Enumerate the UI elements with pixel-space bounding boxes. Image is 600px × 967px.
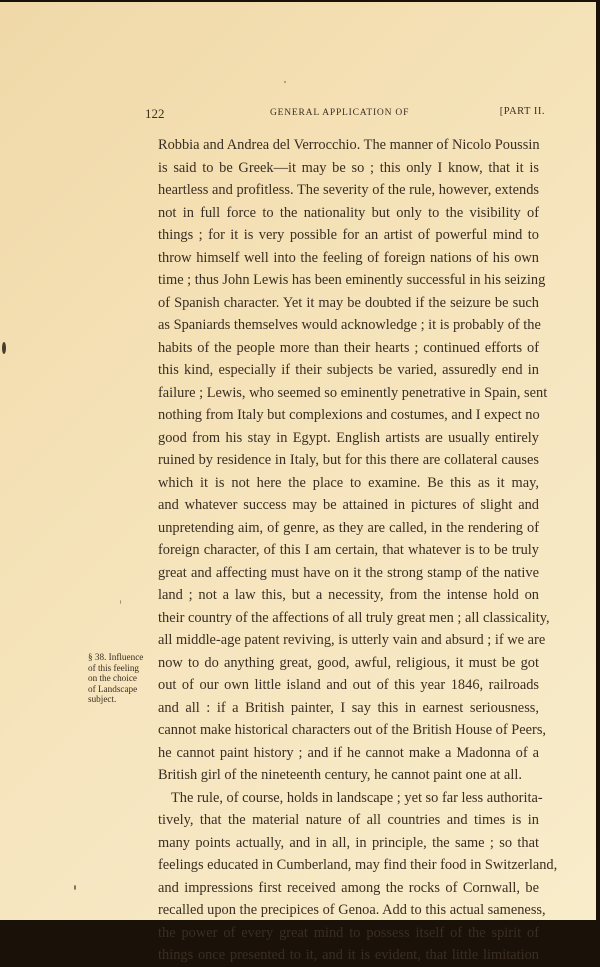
part-label: [PART II.	[499, 106, 545, 117]
text-line: unpretending aim, of genre, as they are called, in the rendering of	[158, 519, 539, 536]
text-line: heartless and profitless. The severity of the rule, however, extends	[158, 182, 539, 198]
paper-blemish	[2, 342, 6, 354]
text-line: many points actually, and in all, in principle, the same ; so that	[158, 834, 539, 851]
running-head	[145, 106, 545, 126]
text-line: recalled upon the precipices of Genoa. Add to this actual sameness,	[158, 902, 546, 918]
text-line: nothing from Italy but complexions and costumes, and I expect no	[158, 407, 540, 423]
text-line: is said to be Greek—it may be so ; this only I know, that it is	[158, 159, 539, 176]
text-line: throw himself well into the feeling of foreign nations of his own	[158, 249, 539, 266]
marginal-note-line: on the choice	[88, 673, 137, 683]
text-line: feelings educated in Cumberland, may find their food in Switzerland,	[158, 857, 558, 873]
book-page	[0, 2, 596, 963]
text-line: all middle-age patent reviving, is utterly vain and absurd ; if we are	[158, 632, 546, 648]
text-line: time ; thus John Lewis has been eminently successful in his seizing	[158, 272, 546, 288]
text-line: British girl of the nineteenth century, he cannot paint one at all.	[158, 767, 522, 783]
text-line: this kind, especially if their subjects be varied, assuredly end in	[158, 362, 539, 378]
paper-blemish	[284, 81, 286, 83]
text-line: their country of the affections of all truly great men ; all classicality,	[158, 609, 550, 626]
page-number: 122	[145, 106, 165, 121]
text-line: land ; not a law this, but a necessity, from the intense hold on	[158, 587, 539, 603]
text-line: he cannot paint history ; and if he cannot make a Madonna of a	[158, 744, 539, 761]
text-line: now to do anything great, good, awful, religious, it must be got	[158, 654, 539, 671]
marginal-note-line: subject.	[88, 694, 117, 704]
paper-blemish	[120, 600, 121, 604]
text-line: foreign character, of this I am certain, that whatever is to be truly	[158, 542, 539, 558]
text-line: and all : if a British painter, I say this in earnest seriousness,	[158, 699, 539, 716]
text-line: out of our own little island and out of this year 1846, railroads	[158, 677, 539, 693]
text-line: tively, that the material nature of all countries and times is in	[158, 812, 539, 828]
text-line: and whatever success may be attained in pictures of slight and	[158, 497, 539, 513]
text-line: the power of every great mind to possess itself of the spirit of	[158, 924, 539, 941]
text-line: of Spanish character. Yet it may be doubted if the seizure be such	[158, 294, 539, 311]
text-line: which it is not here the place to examine. Be this as it may,	[158, 474, 539, 491]
text-line: The rule, of course, holds in landscape ; yet so far less authorita-	[171, 789, 543, 806]
text-line: good from his stay in Egypt. English artists are usually entirely	[158, 429, 539, 446]
text-line: cannot make historical characters out of the British House of Peers,	[158, 722, 547, 738]
text-line: and impressions first received among the rocks of Cornwall, be	[158, 879, 539, 896]
text-line: ruined by residence in Italy, but for this there are collateral causes	[158, 452, 539, 468]
marginal-note-line: of this feeling	[88, 662, 140, 673]
text-line: great and affecting must have on it the strong stamp of the native	[158, 564, 539, 581]
text-line: things once presented to it, and it is evident, that little limitation	[158, 947, 539, 963]
marginal-note	[88, 652, 158, 705]
text-line: failure ; Lewis, who seemed so eminently penetrative in Spain, sent	[158, 384, 548, 401]
running-title: GENERAL APPLICATION OF	[270, 108, 410, 118]
marginal-note-line: of Landscape	[88, 683, 138, 694]
text-line: Robbia and Andrea del Verrocchio. The manner of Nicolo Poussin	[158, 137, 540, 153]
text-line: not in full force to the nationality but only to the visibility of	[158, 204, 539, 221]
paper-blemish	[74, 885, 76, 890]
body-text	[158, 134, 558, 967]
text-line: as Spaniards themselves would acknowledge ; it is probably of the	[158, 317, 541, 333]
text-line: habits of the people more than their hearts ; continued efforts of	[158, 339, 539, 356]
text-line: things ; for it is very possible for an artist of powerful mind to	[158, 227, 539, 243]
marginal-note-line: § 38. Influence	[88, 652, 144, 662]
